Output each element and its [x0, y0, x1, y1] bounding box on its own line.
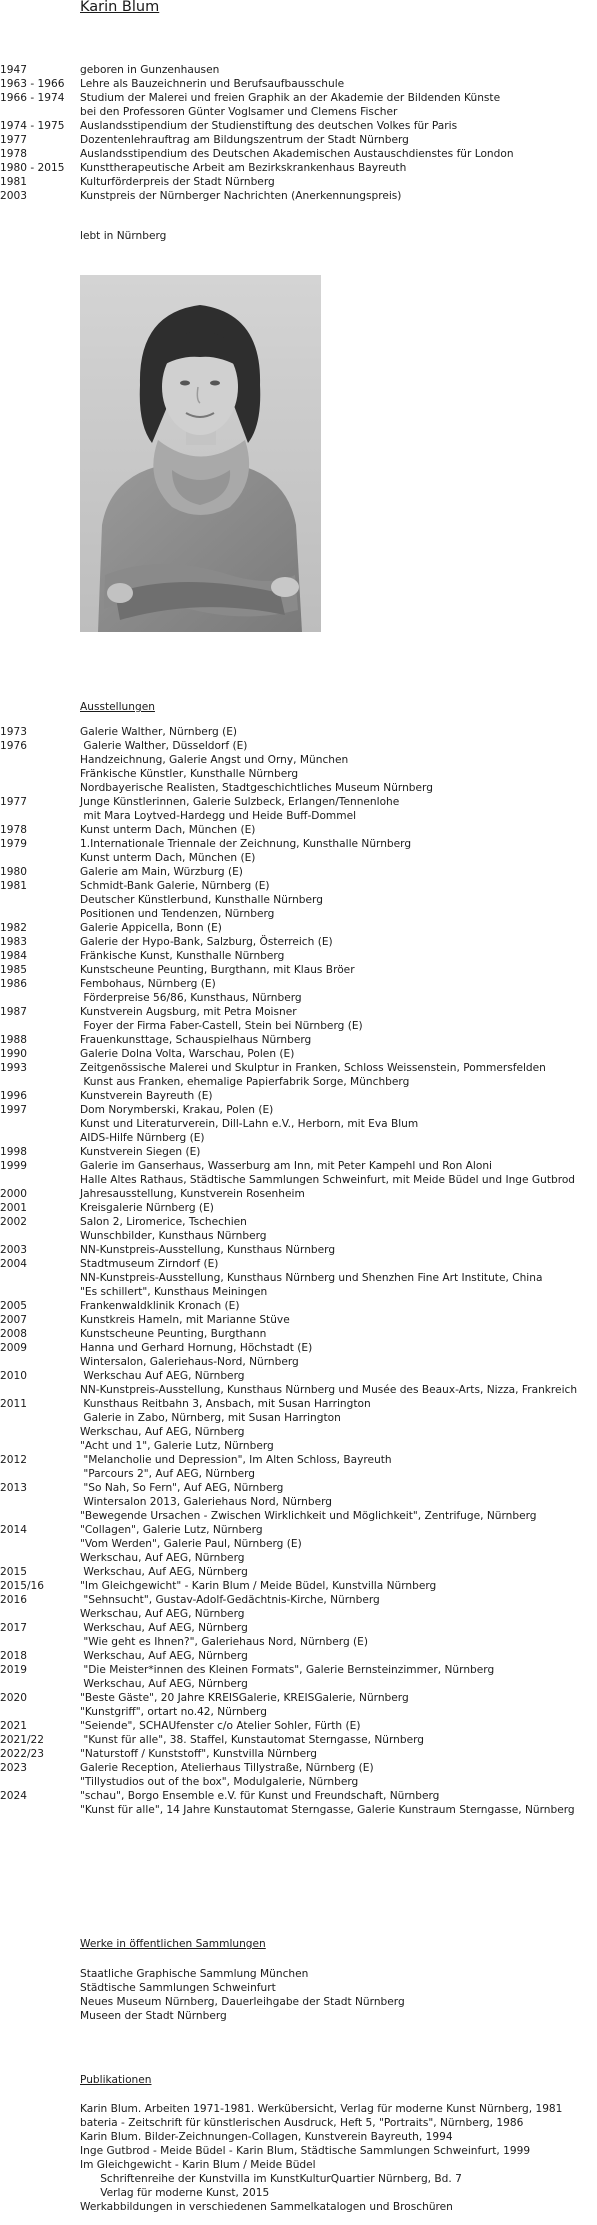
- exhibition-entry: [0, 1551, 597, 1565]
- exhibition-text: "Melancholie und Depression", Im Alten Schloss, Bayreuth: [80, 1454, 392, 1466]
- exhibition-entry: [0, 1789, 597, 1803]
- bio-year: 2003: [0, 190, 27, 202]
- exhibition-year: [0, 753, 80, 767]
- exhibition-entry: [0, 781, 597, 795]
- exhibition-year: [0, 1271, 80, 1285]
- exhibition-entry: [0, 1285, 597, 1299]
- exhibition-text: Stadtmuseum Zirndorf (E): [80, 1258, 219, 1270]
- exhibition-text: "Im Gleichgewicht" - Karin Blum / Meide Büdel, Kunstvilla Nürnberg: [80, 1580, 437, 1592]
- exhibition-year: [0, 1019, 80, 1033]
- exhibition-text: AIDS-Hilfe Nürnberg (E): [80, 1132, 205, 1144]
- exhibition-entry: [0, 1327, 597, 1341]
- exhibition-year: 1998: [0, 1146, 27, 1158]
- exhibition-entry: [0, 1425, 597, 1439]
- exhibition-text: Dom Norymberski, Krakau, Polen (E): [80, 1104, 274, 1116]
- exhibition-year: 1982: [0, 922, 27, 934]
- exhibition-text: "Kunst für alle", 38. Staffel, Kunstautomat Sterngasse, Nürnberg: [80, 1734, 425, 1746]
- bio-year: 1980 - 2015: [0, 162, 65, 174]
- bio-text: Auslandsstipendium des Deutschen Akademischen Austauschdienstes für London: [80, 148, 514, 160]
- exhibitions-heading: Ausstellungen: [80, 701, 155, 713]
- exhibition-text: NN-Kunstpreis-Ausstellung, Kunsthaus Nürnberg: [80, 1244, 336, 1256]
- exhibition-year: [0, 1075, 80, 1089]
- exhibition-year: 1996: [0, 1090, 27, 1102]
- exhibition-entry: [0, 1635, 597, 1649]
- bio-year: 1947: [0, 64, 27, 76]
- bio-year: 1981: [0, 176, 27, 188]
- exhibition-text: Kunstverein Augsburg, mit Petra Moisner: [80, 1006, 297, 1018]
- exhibition-year: 2020: [0, 1692, 27, 1704]
- exhibition-year: [0, 1229, 80, 1243]
- exhibition-entry: [0, 1229, 597, 1243]
- exhibition-year: 1978: [0, 824, 27, 836]
- exhibition-entry: [0, 823, 597, 837]
- collections-list: [80, 1967, 405, 2023]
- exhibition-text: Wintersalon 2013, Galeriehaus Nord, Nürnberg: [80, 1496, 332, 1508]
- exhibition-entry: [0, 1369, 597, 1383]
- exhibition-text: "Die Meister*innen des Kleinen Formats", Galerie Bernsteinzimmer, Nürnberg: [80, 1664, 495, 1676]
- exhibition-text: Werkschau, Auf AEG, Nürnberg: [80, 1650, 248, 1662]
- exhibition-text: Werkschau, Auf AEG, Nürnberg: [80, 1426, 245, 1438]
- portrait-image: [80, 275, 321, 632]
- exhibition-text: Halle Altes Rathaus, Städtische Sammlungen Schweinfurt, mit Meide Büdel und Inge Gutbrod: [80, 1174, 576, 1186]
- exhibition-year: 2021/22: [0, 1734, 45, 1746]
- exhibition-entry: [0, 977, 597, 991]
- exhibition-entry: [0, 851, 597, 865]
- exhibition-entry: [0, 1481, 597, 1495]
- publication-item: bateria - Zeitschrift für künstlerischen Ausdruck, Heft 5, "Portraits", Nürnberg, 1986: [80, 2117, 524, 2129]
- exhibition-year: 1977: [0, 796, 27, 808]
- exhibition-year: 1973: [0, 726, 27, 738]
- exhibition-text: Frauenkunsttage, Schauspielhaus Nürnberg: [80, 1034, 312, 1046]
- exhibition-entry: [0, 1439, 597, 1453]
- publication-item: Inge Gutbrod - Meide Büdel - Karin Blum, Städtische Sammlungen Schweinfurt, 1999: [80, 2145, 531, 2157]
- exhibition-text: Galerie Appicella, Bonn (E): [80, 922, 222, 934]
- exhibition-text: Kunstverein Bayreuth (E): [80, 1090, 213, 1102]
- exhibition-text: Galerie im Ganserhaus, Wasserburg am Inn, mit Peter Kampehl und Ron Aloni: [80, 1160, 492, 1172]
- exhibition-year: [0, 1607, 80, 1621]
- exhibition-text: "Parcours 2", Auf AEG, Nürnberg: [80, 1468, 255, 1480]
- exhibition-text: Foyer der Firma Faber-Castell, Stein bei Nürnberg (E): [80, 1020, 363, 1032]
- exhibition-entry: [0, 1677, 597, 1691]
- exhibition-entry: [0, 1663, 597, 1677]
- exhibition-year: [0, 893, 80, 907]
- exhibition-year: 2010: [0, 1370, 27, 1382]
- exhibition-text: Hanna und Gerhard Hornung, Höchstadt (E): [80, 1342, 313, 1354]
- bio-text: Kulturförderpreis der Stadt Nürnberg: [80, 176, 275, 188]
- exhibition-text: Wunschbilder, Kunsthaus Nürnberg: [80, 1230, 267, 1242]
- exhibition-entry: [0, 753, 597, 767]
- exhibition-entry: [0, 1523, 597, 1537]
- artist-portrait-photo: [80, 275, 321, 632]
- exhibition-entry: [0, 991, 597, 1005]
- exhibition-entry: [0, 1579, 597, 1593]
- exhibition-text: NN-Kunstpreis-Ausstellung, Kunsthaus Nürnberg und Musée des Beaux-Arts, Nizza, Frankreich: [80, 1384, 578, 1396]
- exhibition-entry: [0, 949, 597, 963]
- exhibition-year: [0, 1551, 80, 1565]
- exhibition-text: Kunst aus Franken, ehemalige Papierfabrik Sorge, Münchberg: [80, 1076, 410, 1088]
- exhibition-entry: [0, 1593, 597, 1607]
- exhibition-entry: [0, 767, 597, 781]
- exhibition-text: "Seiende", SCHAUfenster c/o Atelier Sohler, Fürth (E): [80, 1720, 361, 1732]
- exhibition-year: 2002: [0, 1216, 27, 1228]
- exhibition-entry: [0, 1131, 597, 1145]
- exhibition-entry: [0, 1117, 597, 1131]
- exhibition-entry: [0, 1803, 597, 1817]
- exhibition-entry: [0, 1761, 597, 1775]
- exhibition-text: "Kunstgriff", ortart no.42, Nürnberg: [80, 1706, 267, 1718]
- exhibition-entry: [0, 1089, 597, 1103]
- exhibition-entry: [0, 1047, 597, 1061]
- exhibition-year: 2017: [0, 1622, 27, 1634]
- exhibition-entry: [0, 1397, 597, 1411]
- exhibition-text: Werkschau, Auf AEG, Nürnberg: [80, 1566, 248, 1578]
- exhibition-entry: [0, 1355, 597, 1369]
- exhibition-text: Kunstscheune Peunting, Burgthann, mit Klaus Bröer: [80, 964, 355, 976]
- exhibition-entry: [0, 1411, 597, 1425]
- exhibition-entry: [0, 1033, 597, 1047]
- exhibition-year: [0, 1425, 80, 1439]
- bio-year: [0, 105, 77, 119]
- exhibition-year: 1997: [0, 1104, 27, 1116]
- exhibition-text: Galerie in Zabo, Nürnberg, mit Susan Harrington: [80, 1412, 341, 1424]
- exhibition-year: [0, 1411, 80, 1425]
- exhibition-entry: [0, 739, 597, 753]
- exhibition-entry: [0, 1005, 597, 1019]
- exhibition-year: 1986: [0, 978, 27, 990]
- exhibition-year: 2023: [0, 1762, 27, 1774]
- exhibition-entry: [0, 1061, 597, 1075]
- exhibition-year: 2021: [0, 1720, 27, 1732]
- bio-entry: [0, 189, 597, 203]
- exhibition-year: [0, 1495, 80, 1509]
- exhibition-year: 2013: [0, 1482, 27, 1494]
- exhibition-text: Jahresausstellung, Kunstverein Rosenheim: [80, 1188, 305, 1200]
- publication-item: Verlag für moderne Kunst, 2015: [80, 2187, 270, 2199]
- exhibition-year: [0, 1509, 80, 1523]
- exhibition-entry: [0, 1747, 597, 1761]
- exhibition-entry: [0, 1173, 597, 1187]
- exhibition-text: "Bewegende Ursachen - Zwischen Wirklichkeit und Möglichkeit", Zentrifuge, Nürnberg: [80, 1510, 537, 1522]
- exhibition-year: [0, 851, 80, 865]
- exhibition-text: Schmidt-Bank Galerie, Nürnberg (E): [80, 880, 270, 892]
- exhibition-entry: [0, 1775, 597, 1789]
- bio-entry: [0, 133, 597, 147]
- exhibition-text: "Collagen", Galerie Lutz, Nürnberg: [80, 1524, 263, 1536]
- exhibition-entry: [0, 1453, 597, 1467]
- exhibition-year: 1990: [0, 1048, 27, 1060]
- exhibition-year: [0, 1775, 80, 1789]
- exhibition-text: Fembohaus, Nürnberg (E): [80, 978, 216, 990]
- exhibition-entry: [0, 879, 597, 893]
- exhibition-text: "Kunst für alle", 14 Jahre Kunstautomat Sterngasse, Galerie Kunstraum Sterngasse, Nürnberg: [80, 1804, 575, 1816]
- exhibition-text: Galerie Dolna Volta, Warschau, Polen (E): [80, 1048, 295, 1060]
- exhibition-entry: [0, 1733, 597, 1747]
- exhibition-entry: [0, 809, 597, 823]
- exhibition-entry: [0, 725, 597, 739]
- exhibition-entry: [0, 1719, 597, 1733]
- exhibition-year: 2000: [0, 1188, 27, 1200]
- exhibition-entry: [0, 1243, 597, 1257]
- exhibition-year: [0, 1383, 80, 1397]
- exhibition-text: Deutscher Künstlerbund, Kunsthalle Nürnberg: [80, 894, 323, 906]
- bio-year: 1963 - 1966: [0, 78, 65, 90]
- exhibition-entry: [0, 1383, 597, 1397]
- exhibition-year: 2011: [0, 1398, 27, 1410]
- exhibition-entry: [0, 921, 597, 935]
- bio-year: 1966 - 1974: [0, 92, 65, 104]
- exhibition-year: 2003: [0, 1244, 27, 1256]
- exhibition-year: [0, 1131, 80, 1145]
- exhibition-year: 2022/23: [0, 1748, 45, 1760]
- exhibition-text: Werkschau, Auf AEG, Nürnberg: [80, 1678, 248, 1690]
- bio-entry: [0, 77, 597, 91]
- exhibition-text: "Tillystudios out of the box", Modulgalerie, Nürnberg: [80, 1776, 359, 1788]
- publication-item: Werkabbildungen in verschiedenen Sammelkatalogen und Broschüren: [80, 2201, 453, 2213]
- exhibition-text: Fränkische Kunst, Kunsthalle Nürnberg: [80, 950, 285, 962]
- exhibition-year: 2001: [0, 1202, 27, 1214]
- exhibition-year: 2005: [0, 1300, 27, 1312]
- publication-item: Karin Blum. Arbeiten 1971-1981. Werkübersicht, Verlag für moderne Kunst Nürnberg, 1981: [80, 2103, 563, 2115]
- exhibition-text: Werkschau, Auf AEG, Nürnberg: [80, 1552, 245, 1564]
- exhibition-year: [0, 991, 80, 1005]
- exhibition-year: 2004: [0, 1258, 27, 1270]
- exhibition-year: 2012: [0, 1454, 27, 1466]
- publications-list: [80, 2102, 562, 2214]
- collections-heading: Werke in öffentlichen Sammlungen: [80, 1938, 266, 1950]
- bio-entry: [0, 91, 597, 105]
- exhibition-entry: [0, 1621, 597, 1635]
- exhibition-text: Kunst unterm Dach, München (E): [80, 824, 256, 836]
- exhibition-year: 2008: [0, 1328, 27, 1340]
- exhibition-text: Fränkische Künstler, Kunsthalle Nürnberg: [80, 768, 299, 780]
- publication-item: Karin Blum. Bilder-Zeichnungen-Collagen, Kunstverein Bayreuth, 1994: [80, 2131, 453, 2143]
- publication-item: Im Gleichgewicht - Karin Blum / Meide Büdel: [80, 2159, 316, 2171]
- exhibition-text: Kunstscheune Peunting, Burgthann: [80, 1328, 267, 1340]
- exhibition-entry: [0, 1103, 597, 1117]
- exhibition-text: "Beste Gäste", 20 Jahre KREISGalerie, KREISGalerie, Nürnberg: [80, 1692, 409, 1704]
- exhibition-year: 2007: [0, 1314, 27, 1326]
- exhibition-text: NN-Kunstpreis-Ausstellung, Kunsthaus Nürnberg und Shenzhen Fine Art Institute, China: [80, 1272, 543, 1284]
- exhibition-year: 1987: [0, 1006, 27, 1018]
- exhibition-text: "So Nah, So Fern", Auf AEG, Nürnberg: [80, 1482, 284, 1494]
- exhibition-year: 1979: [0, 838, 27, 850]
- exhibition-entry: [0, 1649, 597, 1663]
- bio-year: 1974 - 1975: [0, 120, 65, 132]
- exhibition-entry: [0, 1271, 597, 1285]
- bio-year: 1977: [0, 134, 27, 146]
- exhibition-text: 1.Internationale Triennale der Zeichnung, Kunsthalle Nürnberg: [80, 838, 412, 850]
- exhibition-entry: [0, 893, 597, 907]
- exhibition-year: [0, 1439, 80, 1453]
- exhibition-text: Kunst unterm Dach, München (E): [80, 852, 256, 864]
- exhibition-text: Werkschau, Auf AEG, Nürnberg: [80, 1608, 245, 1620]
- exhibition-entry: [0, 865, 597, 879]
- exhibition-year: 2014: [0, 1524, 27, 1536]
- exhibition-entry: [0, 1075, 597, 1089]
- publication-item: Schriftenreihe der Kunstvilla im KunstKulturQuartier Nürnberg, Bd. 7: [80, 2173, 462, 2185]
- exhibition-text: Handzeichnung, Galerie Angst und Orny, München: [80, 754, 349, 766]
- exhibition-text: Förderpreise 56/86, Kunsthaus, Nürnberg: [80, 992, 302, 1004]
- exhibition-entry: [0, 1215, 597, 1229]
- exhibition-entry: [0, 1019, 597, 1033]
- exhibition-entry: [0, 1691, 597, 1705]
- exhibition-year: 1988: [0, 1034, 27, 1046]
- exhibition-year: [0, 1355, 80, 1369]
- bio-text: Dozentenlehrauftrag am Bildungszentrum der Stadt Nürnberg: [80, 134, 409, 146]
- exhibition-year: 2015: [0, 1566, 27, 1578]
- collection-item: Staatliche Graphische Sammlung München: [80, 1968, 309, 1980]
- exhibition-year: [0, 907, 80, 921]
- exhibition-text: Galerie Walther, Düsseldorf (E): [80, 740, 248, 752]
- exhibition-text: mit Mara Loytved-Hardegg und Heide Buff-Dommel: [80, 810, 357, 822]
- exhibition-entry: [0, 1607, 597, 1621]
- exhibition-text: Nordbayerische Realisten, Stadtgeschichtliches Museum Nürnberg: [80, 782, 433, 794]
- exhibition-year: [0, 1803, 80, 1817]
- exhibition-year: [0, 1677, 80, 1691]
- exhibition-text: Galerie Reception, Atelierhaus Tillystraße, Nürnberg (E): [80, 1762, 374, 1774]
- exhibition-year: 1984: [0, 950, 27, 962]
- exhibitions-list: [0, 725, 597, 1817]
- exhibition-year: [0, 1705, 80, 1719]
- exhibition-year: [0, 1635, 80, 1649]
- exhibition-text: Kunst und Literaturverein, Dill-Lahn e.V., Herborn, mit Eva Blum: [80, 1118, 419, 1130]
- exhibition-entry: [0, 837, 597, 851]
- exhibition-year: 1976: [0, 740, 27, 752]
- exhibition-entry: [0, 935, 597, 949]
- bio-year: 1978: [0, 148, 27, 160]
- biography-list: [0, 63, 597, 203]
- exhibition-text: Frankenwaldklinik Kronach (E): [80, 1300, 240, 1312]
- exhibition-entry: [0, 1159, 597, 1173]
- exhibition-year: 2016: [0, 1594, 27, 1606]
- exhibition-text: Kunstkreis Hameln, mit Marianne Stüve: [80, 1314, 290, 1326]
- exhibition-entry: [0, 1313, 597, 1327]
- exhibition-entry: [0, 795, 597, 809]
- exhibition-entry: [0, 907, 597, 921]
- exhibition-year: [0, 1537, 80, 1551]
- exhibition-entry: [0, 1705, 597, 1719]
- exhibition-entry: [0, 1299, 597, 1313]
- exhibition-year: [0, 1285, 80, 1299]
- exhibition-year: 1999: [0, 1160, 27, 1172]
- exhibition-text: Galerie am Main, Würzburg (E): [80, 866, 243, 878]
- bio-text: geboren in Gunzenhausen: [80, 64, 220, 76]
- exhibition-text: "Wie geht es Ihnen?", Galeriehaus Nord, Nürnberg (E): [80, 1636, 369, 1648]
- exhibition-text: "Es schillert", Kunsthaus Meiningen: [80, 1286, 268, 1298]
- exhibition-entry: [0, 1537, 597, 1551]
- exhibition-year: 1980: [0, 866, 27, 878]
- exhibition-entry: [0, 1201, 597, 1215]
- bio-text: Auslandsstipendium der Studienstiftung des deutschen Volkes für Paris: [80, 120, 458, 132]
- exhibition-text: "Vom Werden", Galerie Paul, Nürnberg (E): [80, 1538, 302, 1550]
- collection-item: Neues Museum Nürnberg, Dauerleihgabe der Stadt Nürnberg: [80, 1996, 405, 2008]
- exhibition-text: Kreisgalerie Nürnberg (E): [80, 1202, 214, 1214]
- exhibition-text: Positionen und Tendenzen, Nürnberg: [80, 908, 275, 920]
- exhibition-text: "Sehnsucht", Gustav-Adolf-Gedächtnis-Kirche, Nürnberg: [80, 1594, 380, 1606]
- bio-text: Lehre als Bauzeichnerin und Berufsaufbausschule: [80, 78, 345, 90]
- exhibition-year: 2015/16: [0, 1580, 45, 1592]
- artist-name: Karin Blum: [80, 0, 160, 15]
- bio-entry: [0, 147, 597, 161]
- exhibition-text: Kunsthaus Reitbahn 3, Ansbach, mit Susan Harrington: [80, 1398, 371, 1410]
- exhibition-entry: [0, 1495, 597, 1509]
- exhibition-year: 2024: [0, 1790, 27, 1802]
- exhibition-year: 2018: [0, 1650, 27, 1662]
- bio-text: bei den Professoren Günter Voglsamer und Clemens Fischer: [80, 106, 398, 118]
- exhibition-entry: [0, 1565, 597, 1579]
- exhibition-text: Galerie der Hypo-Bank, Salzburg, Österreich (E): [80, 936, 333, 948]
- exhibition-entry: [0, 1509, 597, 1523]
- exhibition-entry: [0, 1467, 597, 1481]
- bio-text: Kunsttherapeutische Arbeit am Bezirkskrankenhaus Bayreuth: [80, 162, 407, 174]
- exhibition-entry: [0, 963, 597, 977]
- exhibition-text: Wintersalon, Galeriehaus-Nord, Nürnberg: [80, 1356, 299, 1368]
- exhibition-year: [0, 1467, 80, 1481]
- exhibition-entry: [0, 1257, 597, 1271]
- exhibition-text: Galerie Walther, Nürnberg (E): [80, 726, 238, 738]
- exhibition-text: "Acht und 1", Galerie Lutz, Nürnberg: [80, 1440, 274, 1452]
- exhibition-text: Werkschau Auf AEG, Nürnberg: [80, 1370, 245, 1382]
- exhibition-year: [0, 781, 80, 795]
- collection-item: Städtische Sammlungen Schweinfurt: [80, 1982, 276, 1994]
- collection-item: Museen der Stadt Nürnberg: [80, 2010, 227, 2022]
- exhibition-year: 1985: [0, 964, 27, 976]
- bio-text: Studium der Malerei und freien Graphik an der Akademie der Bildenden Künste: [80, 92, 501, 104]
- exhibition-entry: [0, 1187, 597, 1201]
- bio-entry: [0, 175, 597, 189]
- bio-entry: [0, 119, 597, 133]
- exhibition-text: Salon 2, Liromerice, Tschechien: [80, 1216, 247, 1228]
- exhibition-text: Werkschau, Auf AEG, Nürnberg: [80, 1622, 248, 1634]
- exhibition-text: Kunstverein Siegen (E): [80, 1146, 201, 1158]
- exhibition-text: Zeitgenössische Malerei und Skulptur in Franken, Schloss Weissenstein, Pommersfelden: [80, 1062, 546, 1074]
- exhibition-year: 1981: [0, 880, 27, 892]
- exhibition-year: 2019: [0, 1664, 27, 1676]
- exhibition-year: 2009: [0, 1342, 27, 1354]
- exhibition-entry: [0, 1145, 597, 1159]
- bio-entry: [0, 105, 597, 119]
- exhibition-entry: [0, 1341, 597, 1355]
- exhibition-text: "schau", Borgo Ensemble e.V. für Kunst und Freundschaft, Nürnberg: [80, 1790, 440, 1802]
- bio-text: Kunstpreis der Nürnberger Nachrichten (Anerkennungspreis): [80, 190, 402, 202]
- bio-entry: [0, 63, 597, 77]
- exhibition-text: Junge Künstlerinnen, Galerie Sulzbeck, Erlangen/Tennenlohe: [80, 796, 400, 808]
- exhibition-text: "Naturstoff / Kunststoff", Kunstvilla Nürnberg: [80, 1748, 317, 1760]
- bio-entry: [0, 161, 597, 175]
- exhibition-year: [0, 767, 80, 781]
- exhibition-year: [0, 1173, 80, 1187]
- exhibition-year: 1983: [0, 936, 27, 948]
- exhibition-year: 1993: [0, 1062, 27, 1074]
- exhibition-year: [0, 809, 80, 823]
- publications-heading: Publikationen: [80, 2074, 152, 2086]
- exhibition-year: [0, 1117, 80, 1131]
- residence-text: lebt in Nürnberg: [80, 230, 167, 242]
